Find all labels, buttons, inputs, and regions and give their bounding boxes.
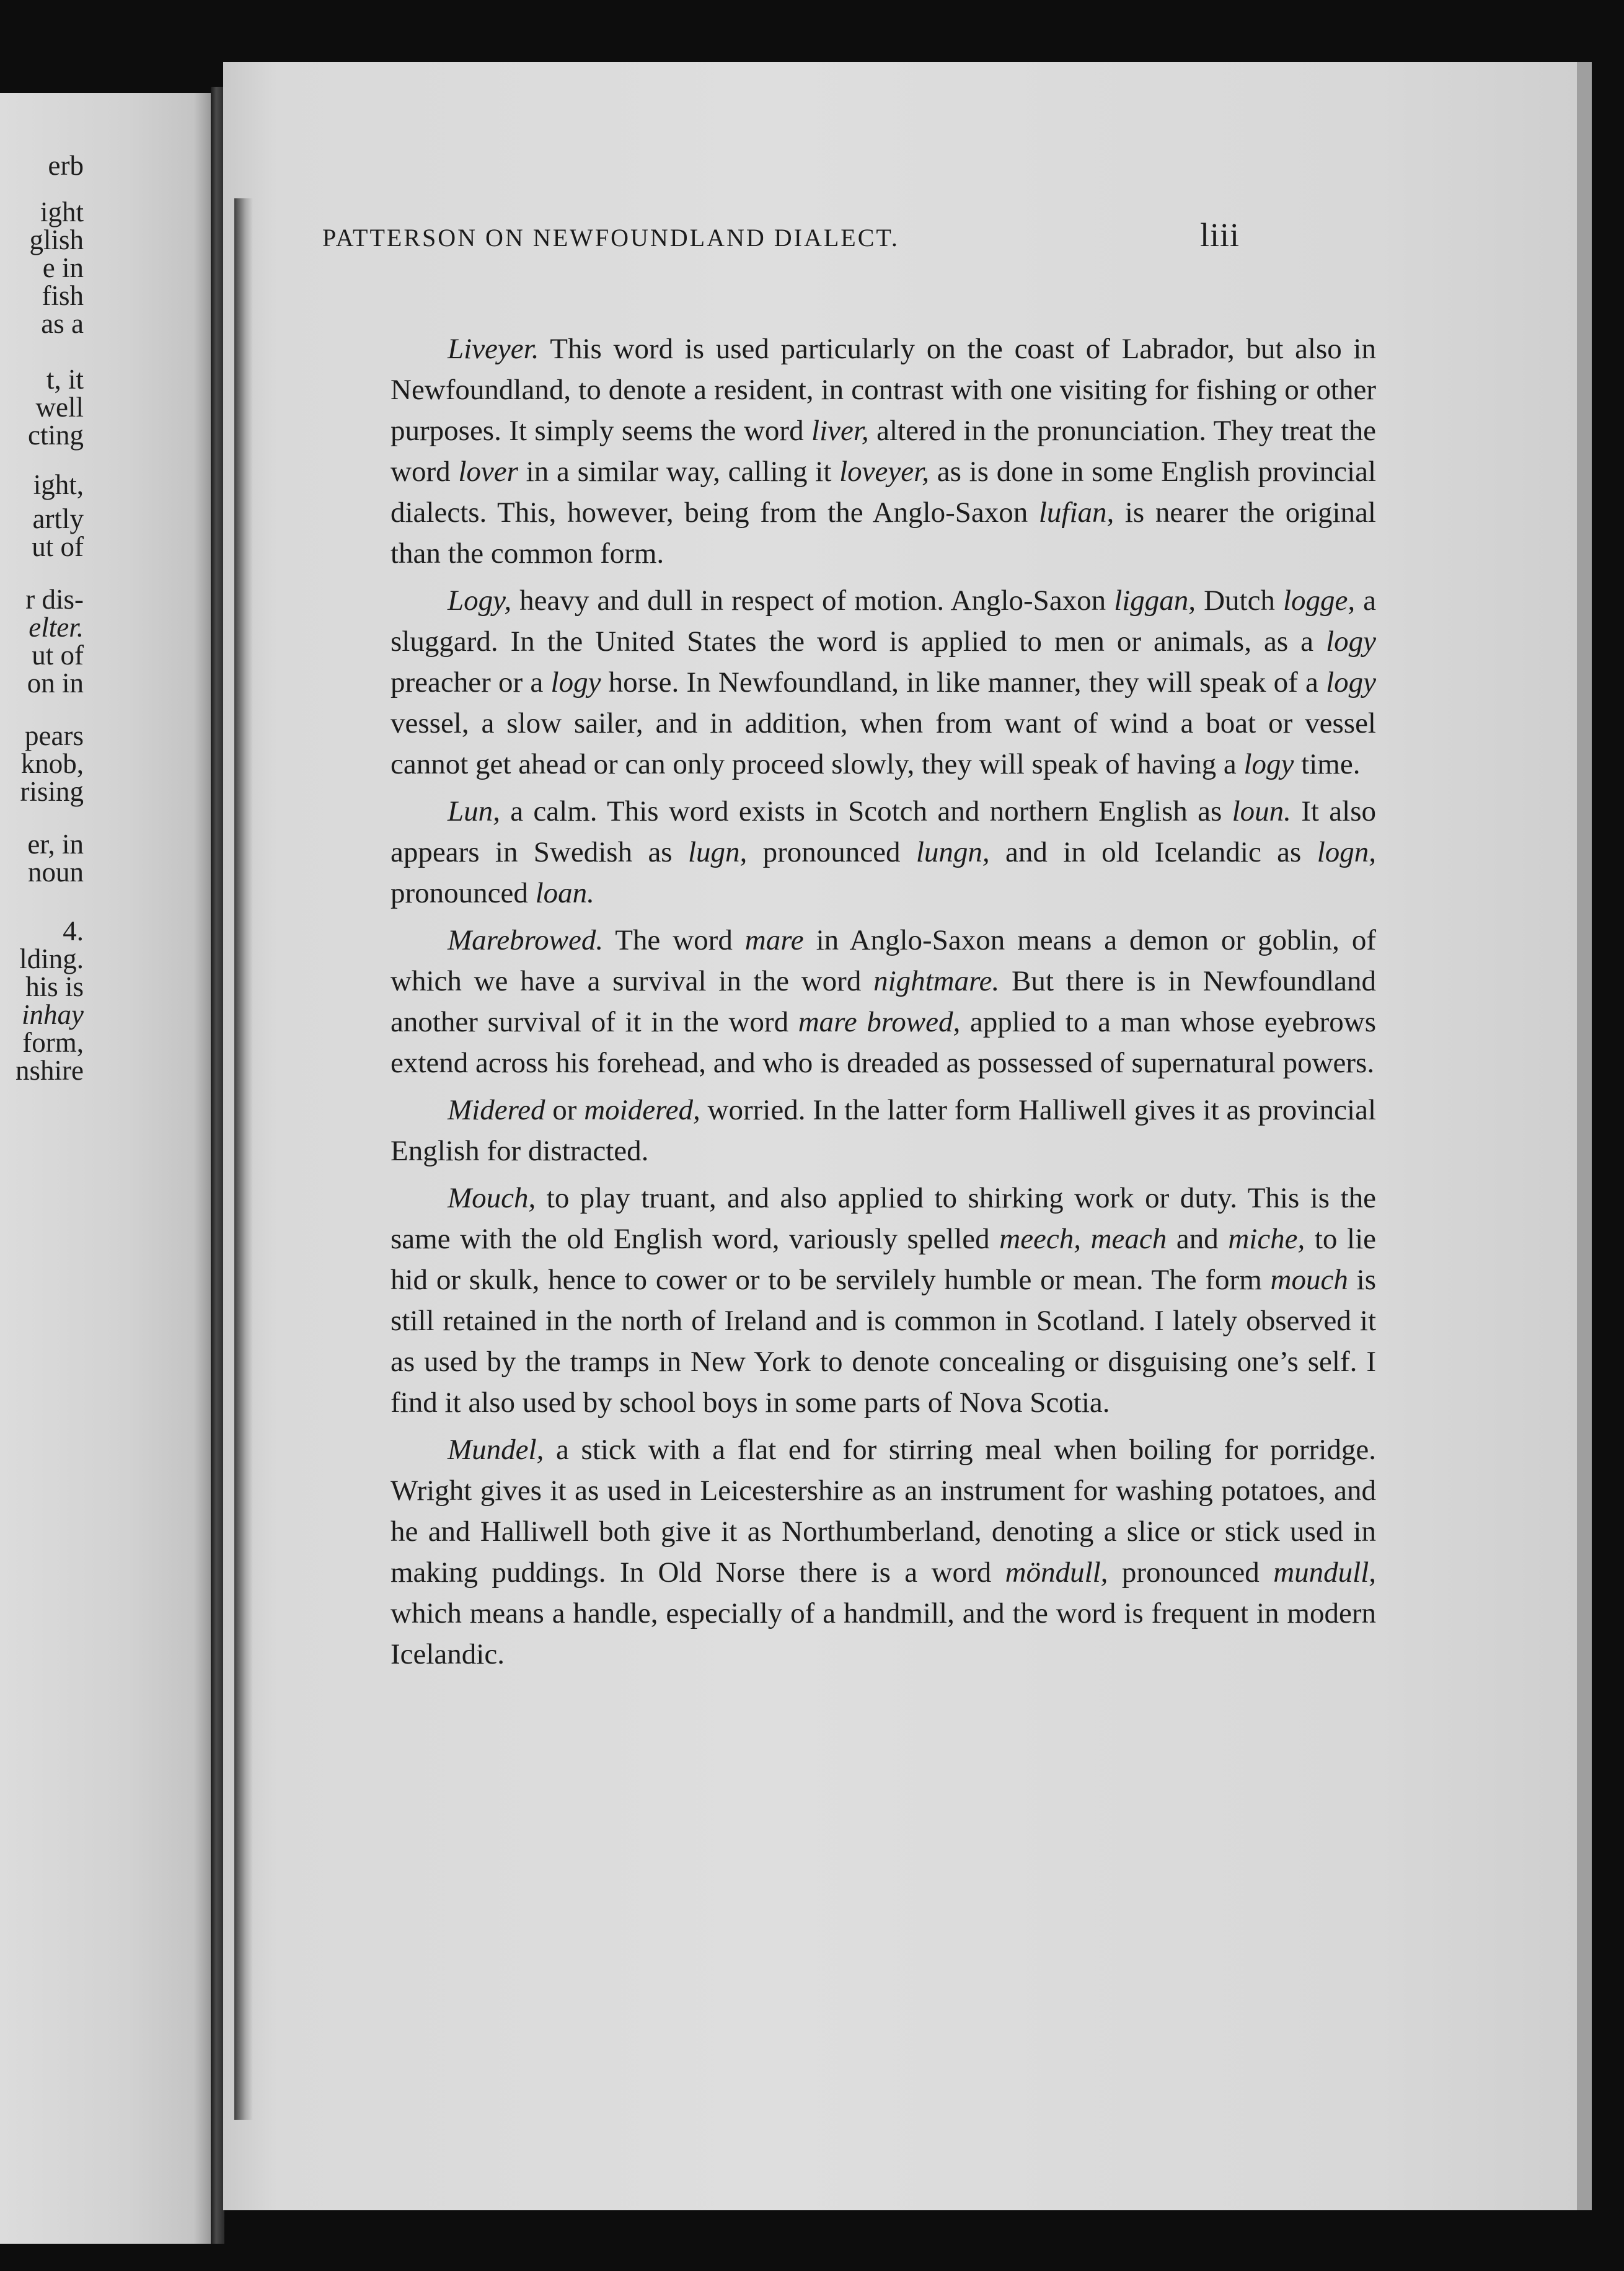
italic-term: mare browed, — [798, 1006, 961, 1038]
entry-text: This word is used particularly on the coast of Labrador, but also in Newfoundland, to denote a resident, in contrast with one visiting for fishing or other purposes. It simply seems the word — [391, 333, 1376, 447]
entry-text: is nearer the original than the common form. — [391, 496, 1376, 570]
entry-text: in a similar way, calling it — [518, 456, 840, 488]
italic-term: mouch — [1270, 1264, 1348, 1296]
italic-term: meach — [1090, 1223, 1167, 1255]
facing-page-fragment: cting — [28, 420, 84, 451]
glossary-entry-liveyer — [391, 329, 1376, 574]
italic-term: mare — [744, 924, 804, 956]
italic-term: logy — [1326, 625, 1376, 658]
entry-headword: Lun, — [448, 795, 500, 827]
entry-text: It also appears in Swedish as — [391, 795, 1377, 868]
entry-text: But there is in Newfoundland another survival of it in the word — [391, 965, 1376, 1038]
italic-term: logge, — [1282, 584, 1356, 617]
facing-page-fragment: e in — [42, 252, 84, 283]
italic-term: lugn, — [687, 836, 748, 868]
entry-text: and — [1167, 1223, 1229, 1255]
facing-page-edge — [0, 93, 211, 2244]
facing-page-fragment: fish — [42, 280, 84, 311]
entry-text: to play truant, and also applied to shirking work or duty. This is the same with the old English word, variously spelled — [391, 1182, 1376, 1255]
facing-page-fragment: t, it — [46, 364, 84, 395]
facing-page-fragment: rising — [20, 776, 84, 807]
italic-term: lover — [458, 456, 518, 488]
facing-page-fragment: ight — [40, 196, 84, 227]
facing-page-fragment: glish — [29, 224, 84, 255]
facing-page-fragment: ight, — [33, 469, 84, 500]
glossary-entry-mouch — [391, 1178, 1376, 1423]
italic-term: nightmare. — [873, 965, 1000, 997]
italic-term: liver, — [811, 415, 869, 447]
italic-term: miche, — [1228, 1223, 1305, 1255]
spine-shadow — [234, 198, 253, 2120]
page-number: liii — [1199, 216, 1240, 254]
entry-text: Dutch — [1196, 584, 1283, 617]
entry-text: pronounced — [391, 877, 536, 909]
glossary-entry-mundel — [391, 1429, 1376, 1675]
entry-text: to lie hid or skulk, hence to cower or to be servilely humble or mean. The form — [391, 1223, 1376, 1296]
entry-text: a stick with a flat end for stirring meal when boiling for porridge. Wright gives it as used in Leicestershire as an instrument for washing potatoes, and he and Halliwell both give it as Northumberland, denoting a slice or stick used in making puddings. In Old Norse there is a word — [391, 1434, 1376, 1589]
entry-text: vessel, a slow sailer, and in addition, when from want of wind a boat or vessel cannot get ahead or can only proceed slowly, they will speak of having a — [391, 707, 1376, 780]
entry-headword: Logy, — [448, 584, 512, 617]
entry-text: and in old Icelandic as — [989, 836, 1317, 868]
entry-text: a sluggard. In the United States the word is applied to men or animals, as a — [391, 584, 1376, 658]
facing-page-fragment: lding. — [19, 943, 84, 974]
facing-page-fragment: as a — [41, 308, 84, 339]
entry-text: or — [545, 1094, 585, 1126]
facing-page-fragment: nshire — [15, 1055, 84, 1086]
entry-text: in Anglo-Saxon means a demon or goblin, of which we have a survival in the word — [391, 924, 1376, 997]
glossary-text-column — [391, 329, 1376, 1681]
entry-text: worried. In the latter form Halliwell gives it as provincial English for distracted. — [391, 1094, 1377, 1167]
italic-term: logy — [1243, 748, 1294, 780]
glossary-entry-midered — [391, 1090, 1376, 1171]
entry-headword: Mundel, — [448, 1434, 544, 1466]
facing-page-fragment: ut of — [32, 531, 84, 562]
facing-page-fragment: on in — [27, 668, 84, 699]
running-head — [322, 216, 1240, 254]
italic-term: moidered, — [584, 1094, 700, 1126]
facing-page-fragment: knob, — [20, 748, 84, 779]
facing-page-fragment: well — [35, 392, 84, 423]
entry-text: preacher or a — [391, 666, 551, 699]
facing-page-fragment: artly — [32, 503, 84, 534]
entry-text: is still retained in the north of Ireland and is common in Scotland. I lately observed it as used by the tramps in New York to denote concealing or disguising one’s self. I find it also used by school boys in some parts of Nova Scotia. — [391, 1264, 1376, 1419]
entry-text: a calm. This word exists in Scotch and northern English as — [500, 795, 1232, 827]
entry-text — [1081, 1223, 1091, 1255]
italic-term: logy — [550, 666, 601, 699]
entry-text: pronounced — [747, 836, 916, 868]
italic-term: loveyer, — [839, 456, 929, 488]
facing-page-fragment: pears — [25, 720, 84, 751]
facing-page-fragment: his is — [25, 971, 84, 1002]
glossary-entry-logy — [391, 580, 1376, 785]
entry-text: applied to a man whose eyebrows extend across his forehead, and who is dreaded as possessed of supernatural powers. — [391, 1006, 1377, 1079]
facing-page-fragment: inhay — [22, 999, 84, 1030]
entry-text: time. — [1294, 748, 1361, 780]
facing-page-fragment: r dis- — [25, 584, 84, 615]
italic-term: möndull, — [1005, 1556, 1108, 1589]
italic-term: loun. — [1232, 795, 1291, 827]
running-head-title: PATTERSON ON NEWFOUNDLAND DIALECT. — [322, 224, 899, 252]
entry-text: altered in the pronunciation. They treat the word — [391, 415, 1376, 488]
glossary-entry-lun — [391, 791, 1376, 914]
italic-term: meech, — [999, 1223, 1082, 1255]
book-gutter — [211, 87, 224, 2244]
italic-term: logy — [1326, 666, 1376, 699]
italic-term: liggan, — [1114, 584, 1196, 617]
facing-page-fragment: ut of — [32, 640, 84, 671]
entry-headword: Mouch, — [448, 1182, 536, 1214]
italic-term: logn, — [1317, 836, 1376, 868]
facing-page-fragment: elter. — [29, 612, 84, 643]
entry-text: pronounced — [1108, 1556, 1274, 1589]
facing-page-fragment: er, in — [27, 829, 84, 860]
italic-term: mundull, — [1273, 1556, 1376, 1589]
entry-text: The word — [603, 924, 745, 956]
glossary-entry-marebrowed — [391, 920, 1376, 1083]
facing-page-fragment: noun — [28, 857, 84, 888]
entry-text: which means a handle, especially of a handmill, and the word is frequent in modern Icelandic. — [391, 1597, 1376, 1670]
entry-text: heavy and dull in respect of motion. Anglo-Saxon — [511, 584, 1114, 617]
facing-page-fragment: 4. — [63, 915, 84, 946]
entry-headword: Liveyer. — [448, 333, 539, 365]
italic-term: lufian, — [1038, 496, 1114, 529]
facing-page-fragment: form, — [22, 1027, 84, 1058]
italic-term: lungn, — [916, 836, 990, 868]
entry-text: horse. In Newfoundland, in like manner, they will speak of a — [601, 666, 1326, 699]
italic-term: loan. — [535, 877, 594, 909]
entry-headword: Marebrowed. — [448, 924, 604, 956]
entry-headword: Midered — [448, 1094, 545, 1126]
facing-page-fragment: erb — [48, 150, 84, 181]
entry-text: as is done in some English provincial dialects. This, however, being from the Anglo-Saxon — [391, 456, 1376, 529]
